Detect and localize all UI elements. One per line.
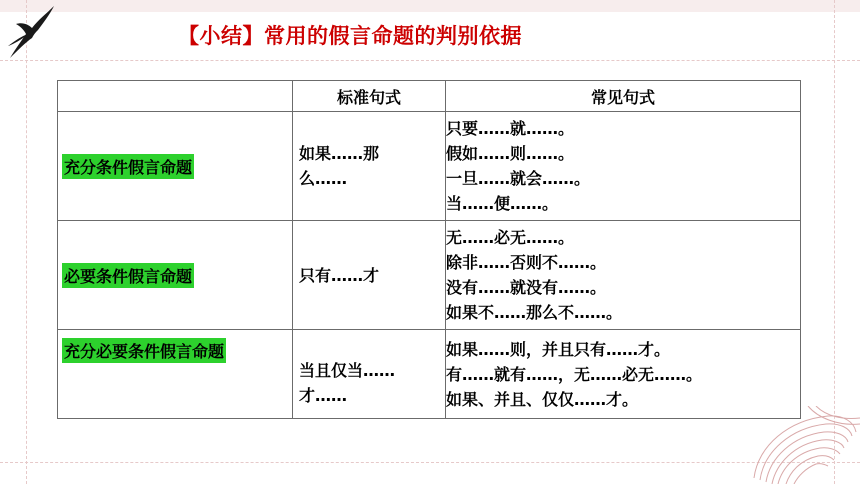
common-line: 有……就有……，无……必无……。 (446, 364, 703, 384)
guide-line (0, 462, 860, 463)
standard-text: 只有……才 (299, 265, 380, 285)
summary-table (57, 80, 801, 419)
guide-line (0, 60, 860, 61)
table-row (58, 221, 801, 330)
standard-text: 如果……那么…… (299, 144, 380, 188)
standard-cell (293, 330, 446, 419)
shell-decoration (748, 406, 860, 484)
standard-cell (293, 112, 446, 221)
common-line: 如果……则，并且只有……才。 (446, 339, 671, 359)
common-line: 除非……否则不……。 (446, 253, 607, 272)
common-line: 当……便……。 (446, 194, 559, 213)
common-line: 一旦……就会……。 (446, 169, 591, 188)
table-header-cell: 常见句式 (446, 81, 801, 112)
common-line: 没有……就没有……。 (446, 278, 607, 297)
common-cell (446, 221, 801, 330)
standard-cell (293, 221, 446, 330)
type-cell (58, 112, 293, 221)
common-line: 如果、并且、仅仅……才。 (446, 389, 639, 409)
common-cell (446, 112, 801, 221)
table-header-cell (58, 81, 293, 112)
guide-line (26, 0, 27, 484)
table-header-cell: 标准句式 (293, 81, 446, 112)
page-title: 【小结】常用的假言命题的判别依据 (178, 24, 522, 48)
standard-text: 当且仅当……才…… (299, 361, 396, 405)
table-header-row (58, 81, 801, 112)
common-line: 如果不……那么不……。 (446, 303, 623, 322)
table-row (58, 330, 801, 419)
type-label: 充分必要条件假言命题 (62, 338, 226, 363)
type-label: 必要条件假言命题 (62, 263, 194, 288)
type-cell (58, 330, 293, 419)
swallow-icon (6, 4, 56, 60)
common-line: 无……必无……。 (446, 228, 575, 247)
type-cell (58, 221, 293, 330)
type-label: 充分条件假言命题 (62, 154, 194, 179)
common-line: 假如……则……。 (446, 144, 575, 163)
common-line: 只要……就……。 (446, 119, 575, 138)
table-row (58, 112, 801, 221)
